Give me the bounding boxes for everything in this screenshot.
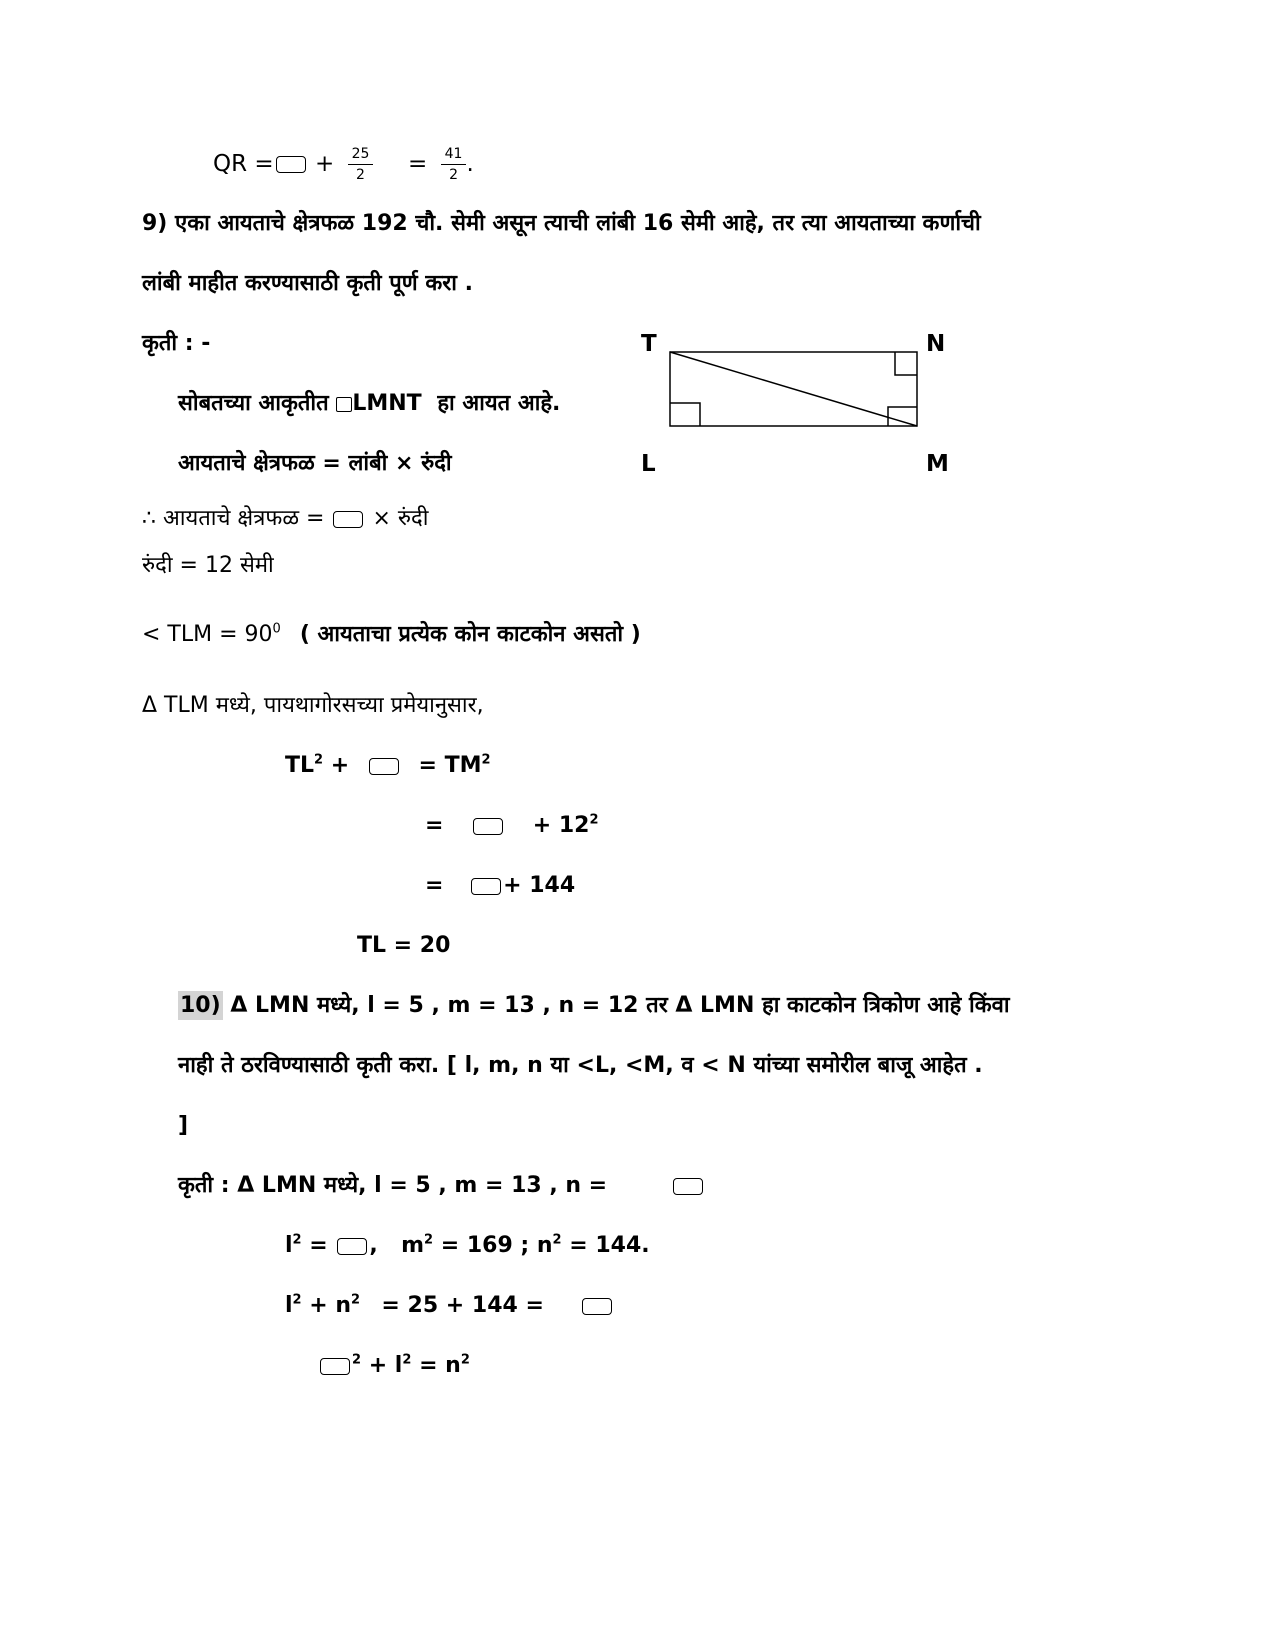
q9-line1: 9) एका आयताचे क्षेत्रफळ 192 चौ. सेमी असून त्याची लांबी 16 सेमी आहे, तर त्या आयताच्या कर्णाची bbox=[142, 211, 981, 236]
q9-figure-line bbox=[178, 390, 560, 418]
tm: = TM bbox=[418, 753, 482, 778]
equals-n: = n bbox=[419, 1353, 461, 1378]
blank-box[interactable] bbox=[473, 818, 503, 835]
degree-sup: 0 bbox=[272, 621, 281, 637]
sup-2: 2 bbox=[481, 752, 491, 768]
blank-box[interactable] bbox=[369, 758, 399, 775]
q10-line3: ] bbox=[178, 1113, 189, 1138]
l: l bbox=[285, 1293, 293, 1318]
q9-triangle-line: Δ TLM मध्ये, पायथागोरसच्या प्रमेयानुसार, bbox=[142, 693, 484, 718]
sup-2: 2 bbox=[402, 1352, 412, 1368]
q9-eq2 bbox=[425, 812, 599, 840]
q10-last-line bbox=[318, 1352, 470, 1380]
frac-num: 41 bbox=[441, 146, 467, 165]
plus: + bbox=[315, 151, 335, 177]
angle-text: < TLM = 90 bbox=[142, 622, 273, 647]
blank-box[interactable] bbox=[276, 156, 306, 173]
sum-value: = 25 + 144 = bbox=[381, 1293, 544, 1318]
blank-box[interactable] bbox=[673, 1178, 703, 1195]
q9-eq4: TL = 20 bbox=[357, 933, 451, 958]
l: l bbox=[285, 1233, 293, 1258]
angle-reason: ( आयताचा प्रत्येक कोन काटकोन असतो ) bbox=[299, 622, 641, 647]
q9-line2: लांबी माहीत करण्यासाठी कृती पूर्ण करा . bbox=[142, 271, 473, 296]
equals: = bbox=[425, 813, 444, 838]
vertex-l-label: L bbox=[641, 451, 656, 477]
plus-n: + n bbox=[309, 1293, 352, 1318]
vertex-n-label: N bbox=[926, 331, 946, 357]
right-angle-m bbox=[888, 407, 917, 426]
blank-box[interactable] bbox=[333, 511, 363, 528]
plus-l: + l bbox=[368, 1353, 403, 1378]
fraction-25-2 bbox=[348, 146, 374, 183]
frac-den: 2 bbox=[449, 167, 459, 183]
plus: + bbox=[330, 753, 350, 778]
vertex-t-label: T bbox=[641, 331, 657, 357]
rect-name: LMNT bbox=[352, 391, 422, 416]
sup-2: 2 bbox=[292, 1292, 302, 1308]
fraction-41-2 bbox=[441, 146, 467, 183]
blank-box[interactable] bbox=[471, 878, 501, 895]
sup-2: 2 bbox=[292, 1232, 302, 1248]
kruti-text: कृती : Δ LMN मध्ये, l = 5 , m = 13 , n = bbox=[178, 1173, 608, 1198]
q10-line1 bbox=[178, 992, 1010, 1020]
vertex-m-label: M bbox=[926, 451, 949, 477]
sup-2: 2 bbox=[314, 752, 324, 768]
sup-2: 2 bbox=[460, 1352, 470, 1368]
right-angle-l bbox=[670, 403, 700, 426]
equals: = bbox=[425, 873, 444, 898]
plus-144: + 144 bbox=[503, 873, 576, 898]
tl: TL bbox=[285, 753, 315, 778]
sup-2: 2 bbox=[351, 1292, 361, 1308]
q10-squares-line: $l^2$ = , $m^2 = 169$ ; $n^2 = 144$. bbox=[285, 1232, 650, 1258]
equals: = bbox=[254, 151, 274, 177]
n-value: = 144. bbox=[569, 1233, 650, 1258]
sup-2: 2 bbox=[424, 1232, 434, 1248]
equals: = bbox=[309, 1233, 328, 1258]
frac-num: 25 bbox=[348, 146, 374, 165]
diagonal-tm bbox=[670, 352, 917, 426]
q10-line1-text: Δ LMN मध्ये, l = 5 , m = 13 , n = 12 तर Δ LMN हा काटकोन त्रिकोण आहे किंवा bbox=[230, 993, 1010, 1018]
blank-box[interactable] bbox=[320, 1358, 350, 1375]
q10-line2: नाही ते ठरविण्यासाठी कृती करा. [ l, m, n या <L, <M, व < N यांच्या समोरील बाजू आहेत . bbox=[178, 1053, 983, 1078]
plus-12: + 12 bbox=[532, 813, 590, 838]
fig-post-text: हा आयत आहे. bbox=[437, 391, 561, 416]
m-value: = 169 ; n bbox=[440, 1233, 553, 1258]
q9-angle-line bbox=[142, 621, 641, 649]
sup-2: 2 bbox=[552, 1232, 562, 1248]
rectangle-lmnt-figure bbox=[660, 345, 930, 435]
right-angle-n bbox=[895, 352, 917, 375]
sup-2: 2 bbox=[352, 1352, 362, 1368]
q10-sum-line bbox=[285, 1292, 614, 1320]
q8-qr-line bbox=[213, 146, 474, 183]
period: . bbox=[466, 151, 474, 177]
therefore-post: × रुंदी bbox=[372, 506, 429, 531]
q10-kruti-line bbox=[178, 1172, 705, 1200]
equals: = bbox=[408, 151, 428, 177]
q9-eq3 bbox=[425, 872, 575, 900]
m: m bbox=[401, 1233, 425, 1258]
q9-width-line: रुंदी = 12 सेमी bbox=[142, 553, 274, 578]
blank-box[interactable] bbox=[337, 1238, 367, 1255]
fig-pre-text: सोबतच्या आकृतीत bbox=[178, 391, 329, 416]
rectangle-symbol-icon bbox=[336, 397, 352, 412]
q9-therefore-line bbox=[142, 505, 428, 533]
blank-box[interactable] bbox=[582, 1298, 612, 1315]
q9-area-formula: आयताचे क्षेत्रफळ = लांबी × रुंदी bbox=[178, 451, 452, 476]
q9-kruti-label: कृती : - bbox=[142, 331, 211, 356]
qr-label: QR bbox=[213, 151, 248, 177]
sup-2: 2 bbox=[589, 812, 599, 828]
frac-den: 2 bbox=[356, 167, 365, 183]
q9-eq1 bbox=[285, 752, 491, 780]
q10-number: 10) bbox=[180, 993, 221, 1018]
therefore-pre: ∴ आयताचे क्षेत्रफळ = bbox=[142, 506, 325, 531]
